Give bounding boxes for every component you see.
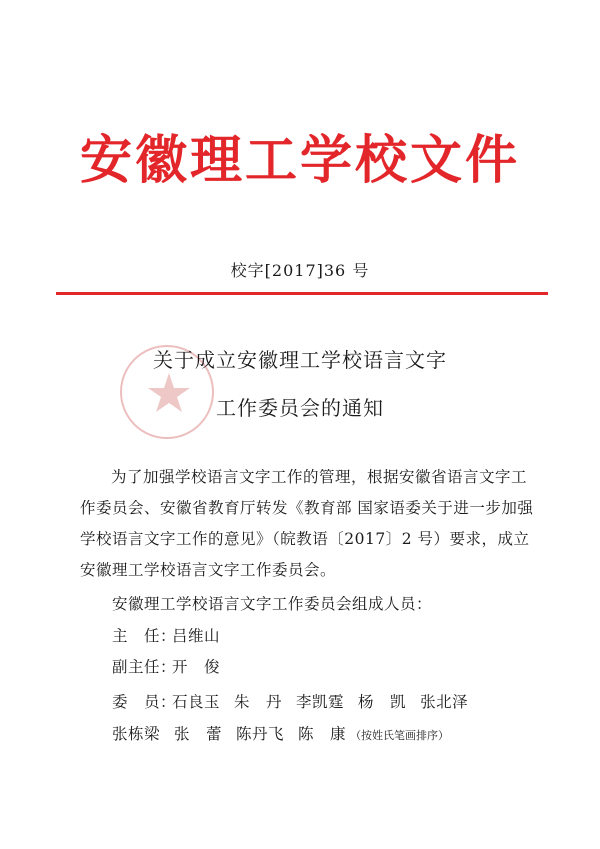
director-label: 主 任： [112, 627, 177, 645]
deputy-name: 开 俊 [172, 658, 221, 676]
member-name: 杨 凯 [358, 693, 407, 711]
notice-title-line-2: 工作委员会的通知 [216, 396, 384, 420]
member-name: 李凯霆 [296, 693, 345, 711]
document-header-title: 安徽理工学校文件 [79, 130, 520, 191]
member-name: 张 蕾 [174, 725, 223, 743]
members-row [112, 690, 468, 712]
document-number: 校字[2017]36 号 [230, 261, 370, 280]
member-name: 张栋梁 [112, 725, 161, 743]
body-paragraph: 为了加强学校语言文字工作的管理，根据安徽省语言文字工作委员会、安徽省教育厅转发《教育部 国家语委关于进一步加强学校语言文字工作的意见》（皖教语〔2017〕2 号）要求，成立安徽理工学校语言文字工作委员会。 [80, 468, 534, 579]
red-divider-line [56, 292, 548, 295]
notice-title-line-1: 关于成立安徽理工学校语言文字 [153, 348, 447, 372]
member-name: 张北泽 [420, 693, 469, 711]
member-name: 陈 康 [298, 725, 347, 743]
members-label: 委 员： [112, 693, 177, 711]
members-row-2 [112, 722, 449, 744]
members-intro: 安徽理工学校语言文字工作委员会组成人员： [112, 595, 433, 613]
director-row [112, 624, 220, 646]
deputy-row [112, 655, 220, 677]
deputy-label: 副主任： [112, 658, 177, 676]
member-name: 陈丹飞 [236, 725, 285, 743]
director-name: 吕维山 [172, 627, 221, 645]
member-name: 石良玉 [172, 693, 221, 711]
member-name: 朱 丹 [234, 693, 283, 711]
sort-note: （按姓氏笔画排序） [350, 729, 450, 742]
